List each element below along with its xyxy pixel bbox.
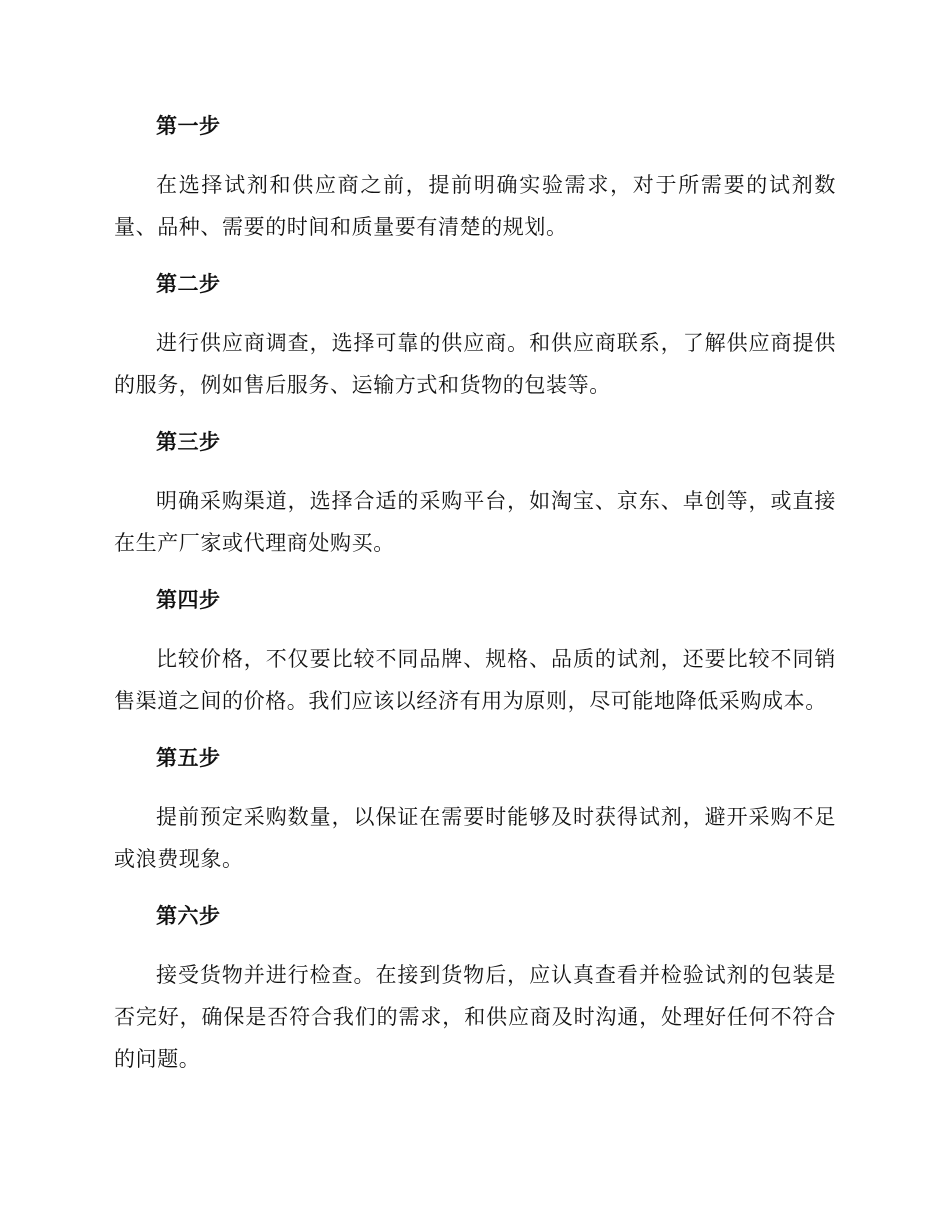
step-body-paragraph: 比较价格，不仅要比较不同品牌、规格、品质的试剂，还要比较不同销售渠道之间的价格。我们应该以经济有用为原则，尽可能地降低采购成本。: [114, 647, 836, 713]
step-section-5: [114, 742, 836, 880]
step-section-1: [114, 110, 836, 248]
step-section-6: [114, 900, 836, 1080]
step-heading: 第一步: [156, 113, 221, 138]
step-body-paragraph: 进行供应商调查，选择可靠的供应商。和供应商联系，了解供应商提供的服务，例如售后服务、运输方式和货物的包装等。: [114, 331, 836, 397]
step-heading: 第三步: [156, 429, 221, 454]
step-body-paragraph: 明确采购渠道，选择合适的采购平台，如淘宝、京东、卓创等，或直接在生产厂家或代理商处购买。: [114, 489, 836, 555]
step-heading: 第二步: [156, 271, 221, 296]
step-heading: 第五步: [156, 745, 221, 770]
step-section-3: [114, 426, 836, 564]
step-body-paragraph: 提前预定采购数量，以保证在需要时能够及时获得试剂，避开采购不足或浪费现象。: [114, 805, 836, 871]
step-heading: 第四步: [156, 587, 221, 612]
step-body-paragraph: 接受货物并进行检查。在接到货物后，应认真查看并检验试剂的包装是否完好，确保是否符合我们的需求，和供应商及时沟通，处理好任何不符合的问题。: [114, 963, 836, 1071]
step-heading: 第六步: [156, 903, 221, 928]
step-body-paragraph: 在选择试剂和供应商之前，提前明确实验需求，对于所需要的试剂数量、品种、需要的时间和质量要有清楚的规划。: [114, 173, 836, 239]
step-section-2: [114, 268, 836, 406]
step-section-4: [114, 584, 836, 722]
